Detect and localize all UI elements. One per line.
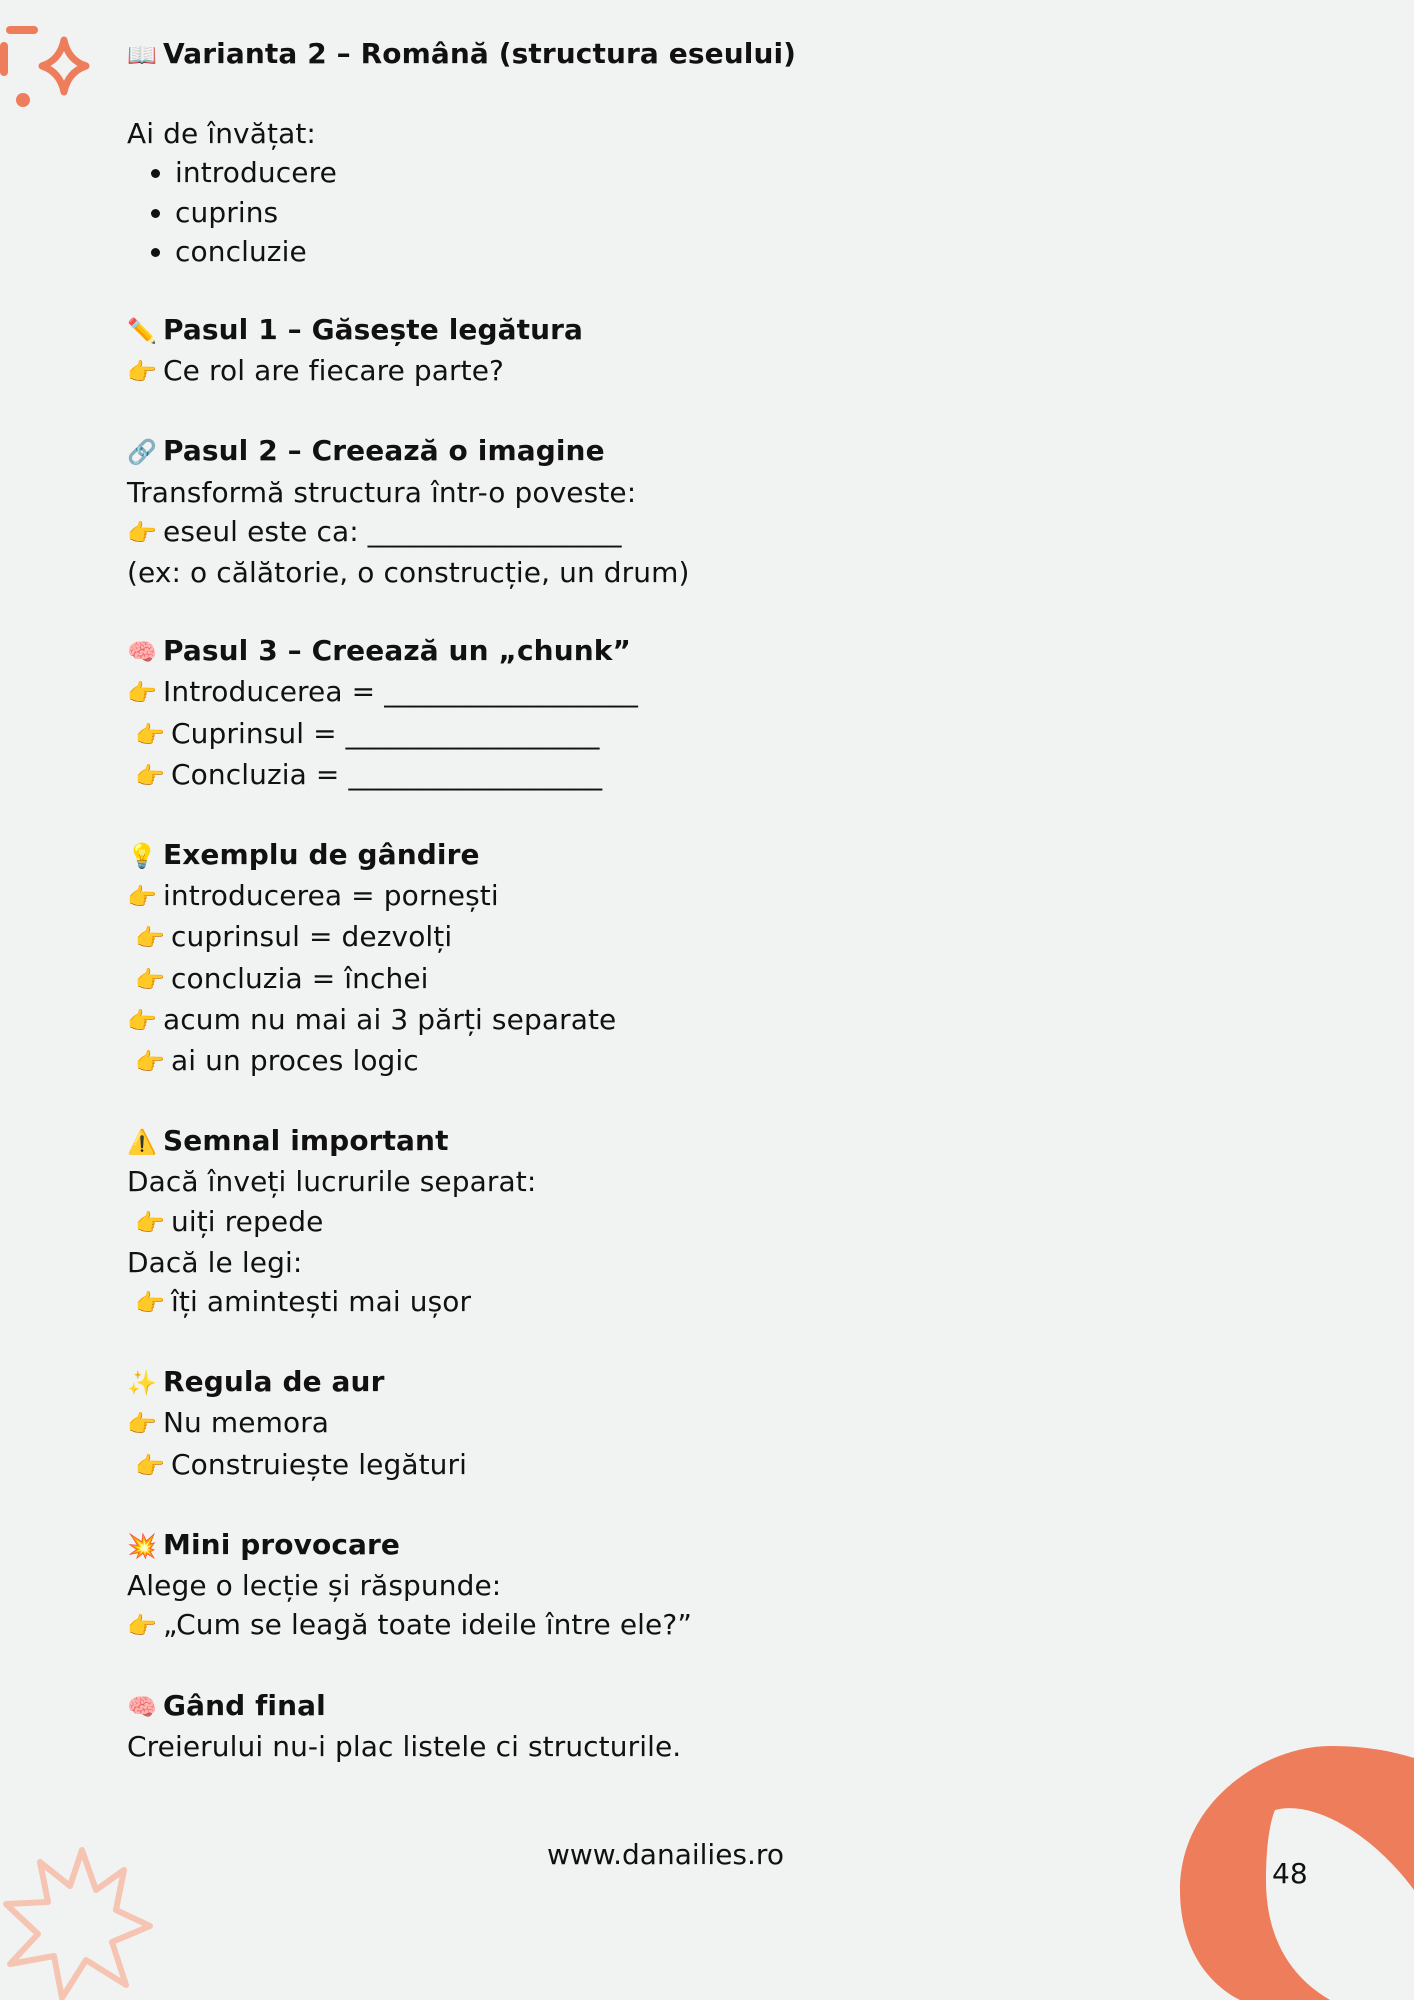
rule-line: 👉 Nu memora <box>127 1403 1227 1444</box>
example-line: 👉 introducerea = pornești <box>127 876 1227 917</box>
challenge-text: Alege o lecție și răspunde: <box>127 1569 502 1603</box>
example-line: 👉 cuprinsul = dezvolți <box>127 917 1227 958</box>
step3-line: 👉 Concluzia = __________________ <box>127 755 1227 796</box>
list-item: • concluzie <box>175 232 1227 271</box>
light-bulb-icon: 💡 <box>127 842 157 871</box>
signal-line: 👉 uiți repede <box>127 1202 1227 1243</box>
intro-label: Ai de învățat: <box>127 117 316 151</box>
list-item: • cuprins <box>175 193 1227 232</box>
example-line: 👉 ai un proces logic <box>127 1041 1227 1082</box>
step3-line: 👉 Cuprinsul = __________________ <box>127 714 1227 755</box>
pointing-hand-icon: 👉 <box>127 358 157 387</box>
example-title: 💡 Exemplu de gândire <box>127 835 1227 876</box>
signal-text: Dacă le legi: <box>127 1245 303 1279</box>
pointing-hand-icon: 👉 <box>127 1006 157 1035</box>
example-line: 👉 acum nu mai ai 3 părți separate <box>127 1000 1227 1041</box>
step1-line: 👉 Ce rol are fiecare parte? <box>127 351 1227 392</box>
list-item: • introducere <box>175 153 1227 192</box>
sparkles-icon: ✨ <box>127 1369 157 1398</box>
step2-example: (ex: o călătorie, o construcție, un drum) <box>127 556 690 590</box>
rule-title: ✨ Regula de aur <box>127 1362 1227 1403</box>
step2-text: Transformă structura într-o poveste: <box>127 475 637 509</box>
step3-line: 👉 Introducerea = __________________ <box>127 672 1227 713</box>
step1-title: ✏️ Pasul 1 – Găsește legătura <box>127 310 1227 351</box>
brain-icon: 🧠 <box>127 638 157 667</box>
signal-title: ⚠️ Semnal important <box>127 1121 1227 1162</box>
final-text: Creierului nu-i plac listele ci structurile. <box>127 1729 682 1763</box>
page-content <box>127 34 1227 1766</box>
sparkle-decoration-icon <box>0 20 100 115</box>
footer-url[interactable]: www.danailies.ro <box>547 1838 784 1871</box>
pointing-hand-icon: 👉 <box>135 924 165 953</box>
step2-line: 👉 eseul este ca: __________________ <box>127 512 1227 553</box>
challenge-line: 👉 „Cum se leagă toate ideile între ele?” <box>127 1605 1227 1646</box>
collision-icon: 💥 <box>127 1531 157 1560</box>
pencil-icon: ✏️ <box>127 317 157 346</box>
step2-title: 🔗 Pasul 2 – Creează o imagine <box>127 431 1227 472</box>
example-line: 👉 concluzia = închei <box>127 959 1227 1000</box>
pointing-hand-icon: 👉 <box>135 720 165 749</box>
pointing-hand-icon: 👉 <box>127 679 157 708</box>
signal-text: Dacă înveți lucrurile separat: <box>127 1165 537 1199</box>
page-number: 48 <box>1272 1857 1308 1890</box>
step3-title: 🧠 Pasul 3 – Creează un „chunk” <box>127 631 1227 672</box>
topic-list <box>127 153 1227 271</box>
pointing-hand-icon: 👉 <box>127 883 157 912</box>
pointing-hand-icon: 👉 <box>127 1410 157 1439</box>
open-book-icon: 📖 <box>127 41 157 69</box>
link-icon: 🔗 <box>127 438 157 467</box>
pointing-hand-icon: 👉 <box>135 1451 165 1480</box>
pointing-hand-icon: 👉 <box>127 1612 157 1641</box>
final-title: 🧠 Gând final <box>127 1686 1227 1727</box>
pointing-hand-icon: 👉 <box>135 761 165 790</box>
warning-icon: ⚠️ <box>127 1128 157 1157</box>
starburst-decoration-icon <box>0 1840 160 2000</box>
pointing-hand-icon: 👉 <box>135 1289 165 1318</box>
signal-line: 👉 îți amintești mai ușor <box>127 1282 1227 1323</box>
challenge-title: 💥 Mini provocare <box>127 1525 1227 1566</box>
rule-line: 👉 Construiește legături <box>127 1445 1227 1486</box>
pointing-hand-icon: 👉 <box>135 965 165 994</box>
pointing-hand-icon: 👉 <box>135 1208 165 1237</box>
page-heading: 📖 Varianta 2 – Română (structura eseului) <box>127 34 1227 75</box>
pointing-hand-icon: 👉 <box>135 1048 165 1077</box>
pointing-hand-icon: 👉 <box>127 518 157 547</box>
brain-icon: 🧠 <box>127 1692 157 1721</box>
